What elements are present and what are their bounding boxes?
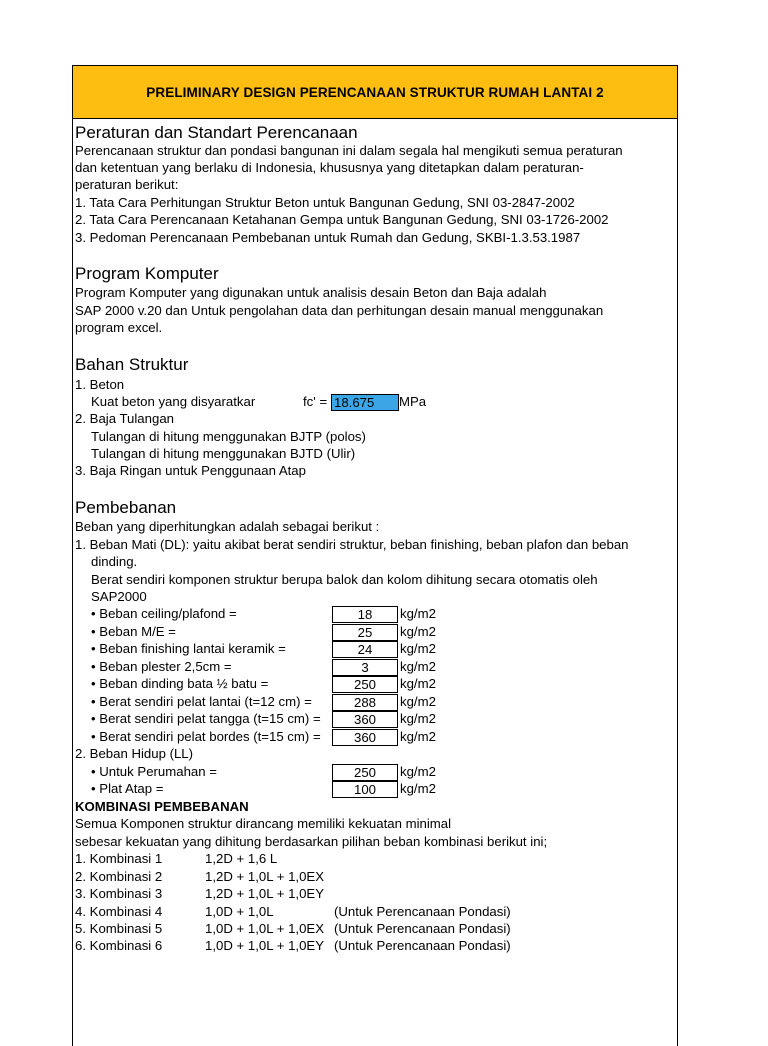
list-subitem: SAP2000: [91, 589, 147, 604]
load-unit: kg/m2: [400, 606, 436, 621]
combo-note: (Untuk Perencanaan Pondasi): [334, 904, 511, 919]
list-item: 3. Baja Ringan untuk Penggunaan Atap: [75, 463, 306, 478]
title-banner: [73, 66, 677, 119]
combo-name: 3. Kombinasi 3: [75, 886, 163, 901]
load-unit: kg/m2: [400, 694, 436, 709]
load-label: • Berat sendiri pelat lantai (t=12 cm) =: [91, 694, 312, 709]
spreadsheet-sheet: [72, 65, 678, 1046]
combo-name: 4. Kombinasi 4: [75, 904, 163, 919]
load-unit: kg/m2: [400, 624, 436, 639]
paragraph-line: peraturan berikut:: [75, 177, 179, 192]
list-subitem: Tulangan di hitung menggunakan BJTP (polos): [91, 429, 366, 444]
fc-unit: MPa: [399, 394, 427, 409]
load-unit: kg/m2: [400, 676, 436, 691]
load-unit: kg/m2: [400, 641, 436, 656]
list-subitem: Tulangan di hitung menggunakan BJTD (Ulir): [91, 446, 356, 461]
list-item: 2. Tata Cara Perencanaan Ketahanan Gempa untuk Bangunan Gedung, SNI 03-1726-2002: [75, 212, 609, 227]
paragraph-line: Beban yang diperhitungkan adalah sebagai berikut :: [75, 519, 380, 534]
combo-formula: 1,2D + 1,0L + 1,0EX: [205, 869, 325, 884]
paragraph-line: SAP 2000 v.20 dan Untuk pengolahan data dan perhitungan desain manual menggunakan: [75, 303, 604, 318]
combo-name: 1. Kombinasi 1: [75, 851, 163, 866]
combo-formula: 1,2D + 1,6 L: [205, 851, 278, 866]
load-label: • Untuk Perumahan =: [91, 764, 217, 779]
combo-note: (Untuk Perencanaan Pondasi): [334, 938, 511, 953]
load-value-cell[interactable]: 288: [332, 694, 398, 711]
load-value-cell[interactable]: 250: [332, 764, 398, 781]
heading-peraturan: Peraturan dan Standart Perencanaan: [75, 123, 358, 142]
kombinasi-heading: KOMBINASI PEMBEBANAN: [75, 799, 249, 814]
paragraph-line: Perencanaan struktur dan pondasi bangunan ini dalam segala hal mengikuti semua peraturan: [75, 143, 623, 158]
load-label: • Beban ceiling/plafond =: [91, 606, 237, 621]
list-subitem: Berat sendiri komponen struktur berupa balok dan kolom dihitung secara otomatis oleh: [91, 572, 598, 587]
load-label: • Beban M/E =: [91, 624, 176, 639]
combo-name: 2. Kombinasi 2: [75, 869, 163, 884]
load-label: • Beban finishing lantai keramik =: [91, 641, 286, 656]
paragraph-line: program excel.: [75, 320, 163, 335]
load-value-cell[interactable]: 250: [332, 676, 398, 693]
list-item: 1. Tata Cara Perhitungan Struktur Beton untuk Bangunan Gedung, SNI 03-2847-2002: [75, 195, 575, 210]
list-subitem: dinding.: [91, 554, 138, 569]
combo-name: 5. Kombinasi 5: [75, 921, 163, 936]
load-value-cell[interactable]: 25: [332, 624, 398, 641]
fc-value-cell[interactable]: 18.675: [331, 394, 399, 411]
load-value-cell[interactable]: 24: [332, 641, 398, 658]
heading-pembebanan: Pembebanan: [75, 498, 177, 517]
paragraph-line: Program Komputer yang digunakan untuk analisis desain Beton dan Baja adalah: [75, 285, 547, 300]
load-unit: kg/m2: [400, 659, 436, 674]
combo-formula: 1,0D + 1,0L: [205, 904, 274, 919]
list-item: 1. Beton: [75, 377, 125, 392]
fc-symbol: fc' =: [303, 394, 328, 409]
combo-note: (Untuk Perencanaan Pondasi): [334, 921, 511, 936]
combo-name: 6. Kombinasi 6: [75, 938, 163, 953]
paragraph-line: Semua Komponen struktur dirancang memiliki kekuatan minimal: [75, 816, 452, 831]
load-value-cell[interactable]: 360: [332, 711, 398, 728]
load-unit: kg/m2: [400, 764, 436, 779]
list-item: 2. Baja Tulangan: [75, 411, 174, 426]
load-label: • Plat Atap =: [91, 781, 164, 796]
fc-label: Kuat beton yang disyaratkar: [91, 394, 256, 409]
paragraph-line: sebesar kekuatan yang dihitung berdasarkan pilihan beban kombinasi berikut ini;: [75, 834, 548, 849]
list-item: 2. Beban Hidup (LL): [75, 746, 194, 761]
load-label: • Berat sendiri pelat bordes (t=15 cm) =: [91, 729, 321, 744]
list-item: 1. Beban Mati (DL): yaitu akibat berat sendiri struktur, beban finishing, beban plafon dan beban: [75, 537, 629, 552]
heading-program: Program Komputer: [75, 264, 219, 283]
load-value-cell[interactable]: 18: [332, 606, 398, 623]
paragraph-line: dan ketentuan yang berlaku di Indonesia, khususnya yang ditetapkan dalam peraturan-: [75, 160, 584, 175]
combo-formula: 1,2D + 1,0L + 1,0EY: [205, 886, 325, 901]
page-title: PRELIMINARY DESIGN PERENCANAAN STRUKTUR RUMAH LANTAI 2: [146, 84, 604, 100]
load-value-cell[interactable]: 3: [332, 659, 398, 676]
combo-formula: 1,0D + 1,0L + 1,0EY: [205, 938, 325, 953]
load-value-cell[interactable]: 360: [332, 729, 398, 746]
load-label: • Beban plester 2,5cm =: [91, 659, 232, 674]
heading-bahan: Bahan Struktur: [75, 355, 189, 374]
load-unit: kg/m2: [400, 781, 436, 796]
load-value-cell[interactable]: 100: [332, 781, 398, 798]
load-label: • Berat sendiri pelat tangga (t=15 cm) =: [91, 711, 321, 726]
combo-formula: 1,0D + 1,0L + 1,0EX: [205, 921, 325, 936]
load-unit: kg/m2: [400, 729, 436, 744]
load-unit: kg/m2: [400, 711, 436, 726]
list-item: 3. Pedoman Perencanaan Pembebanan untuk Rumah dan Gedung, SKBI-1.3.53.1987: [75, 230, 581, 245]
load-label: • Beban dinding bata ½ batu =: [91, 676, 269, 691]
